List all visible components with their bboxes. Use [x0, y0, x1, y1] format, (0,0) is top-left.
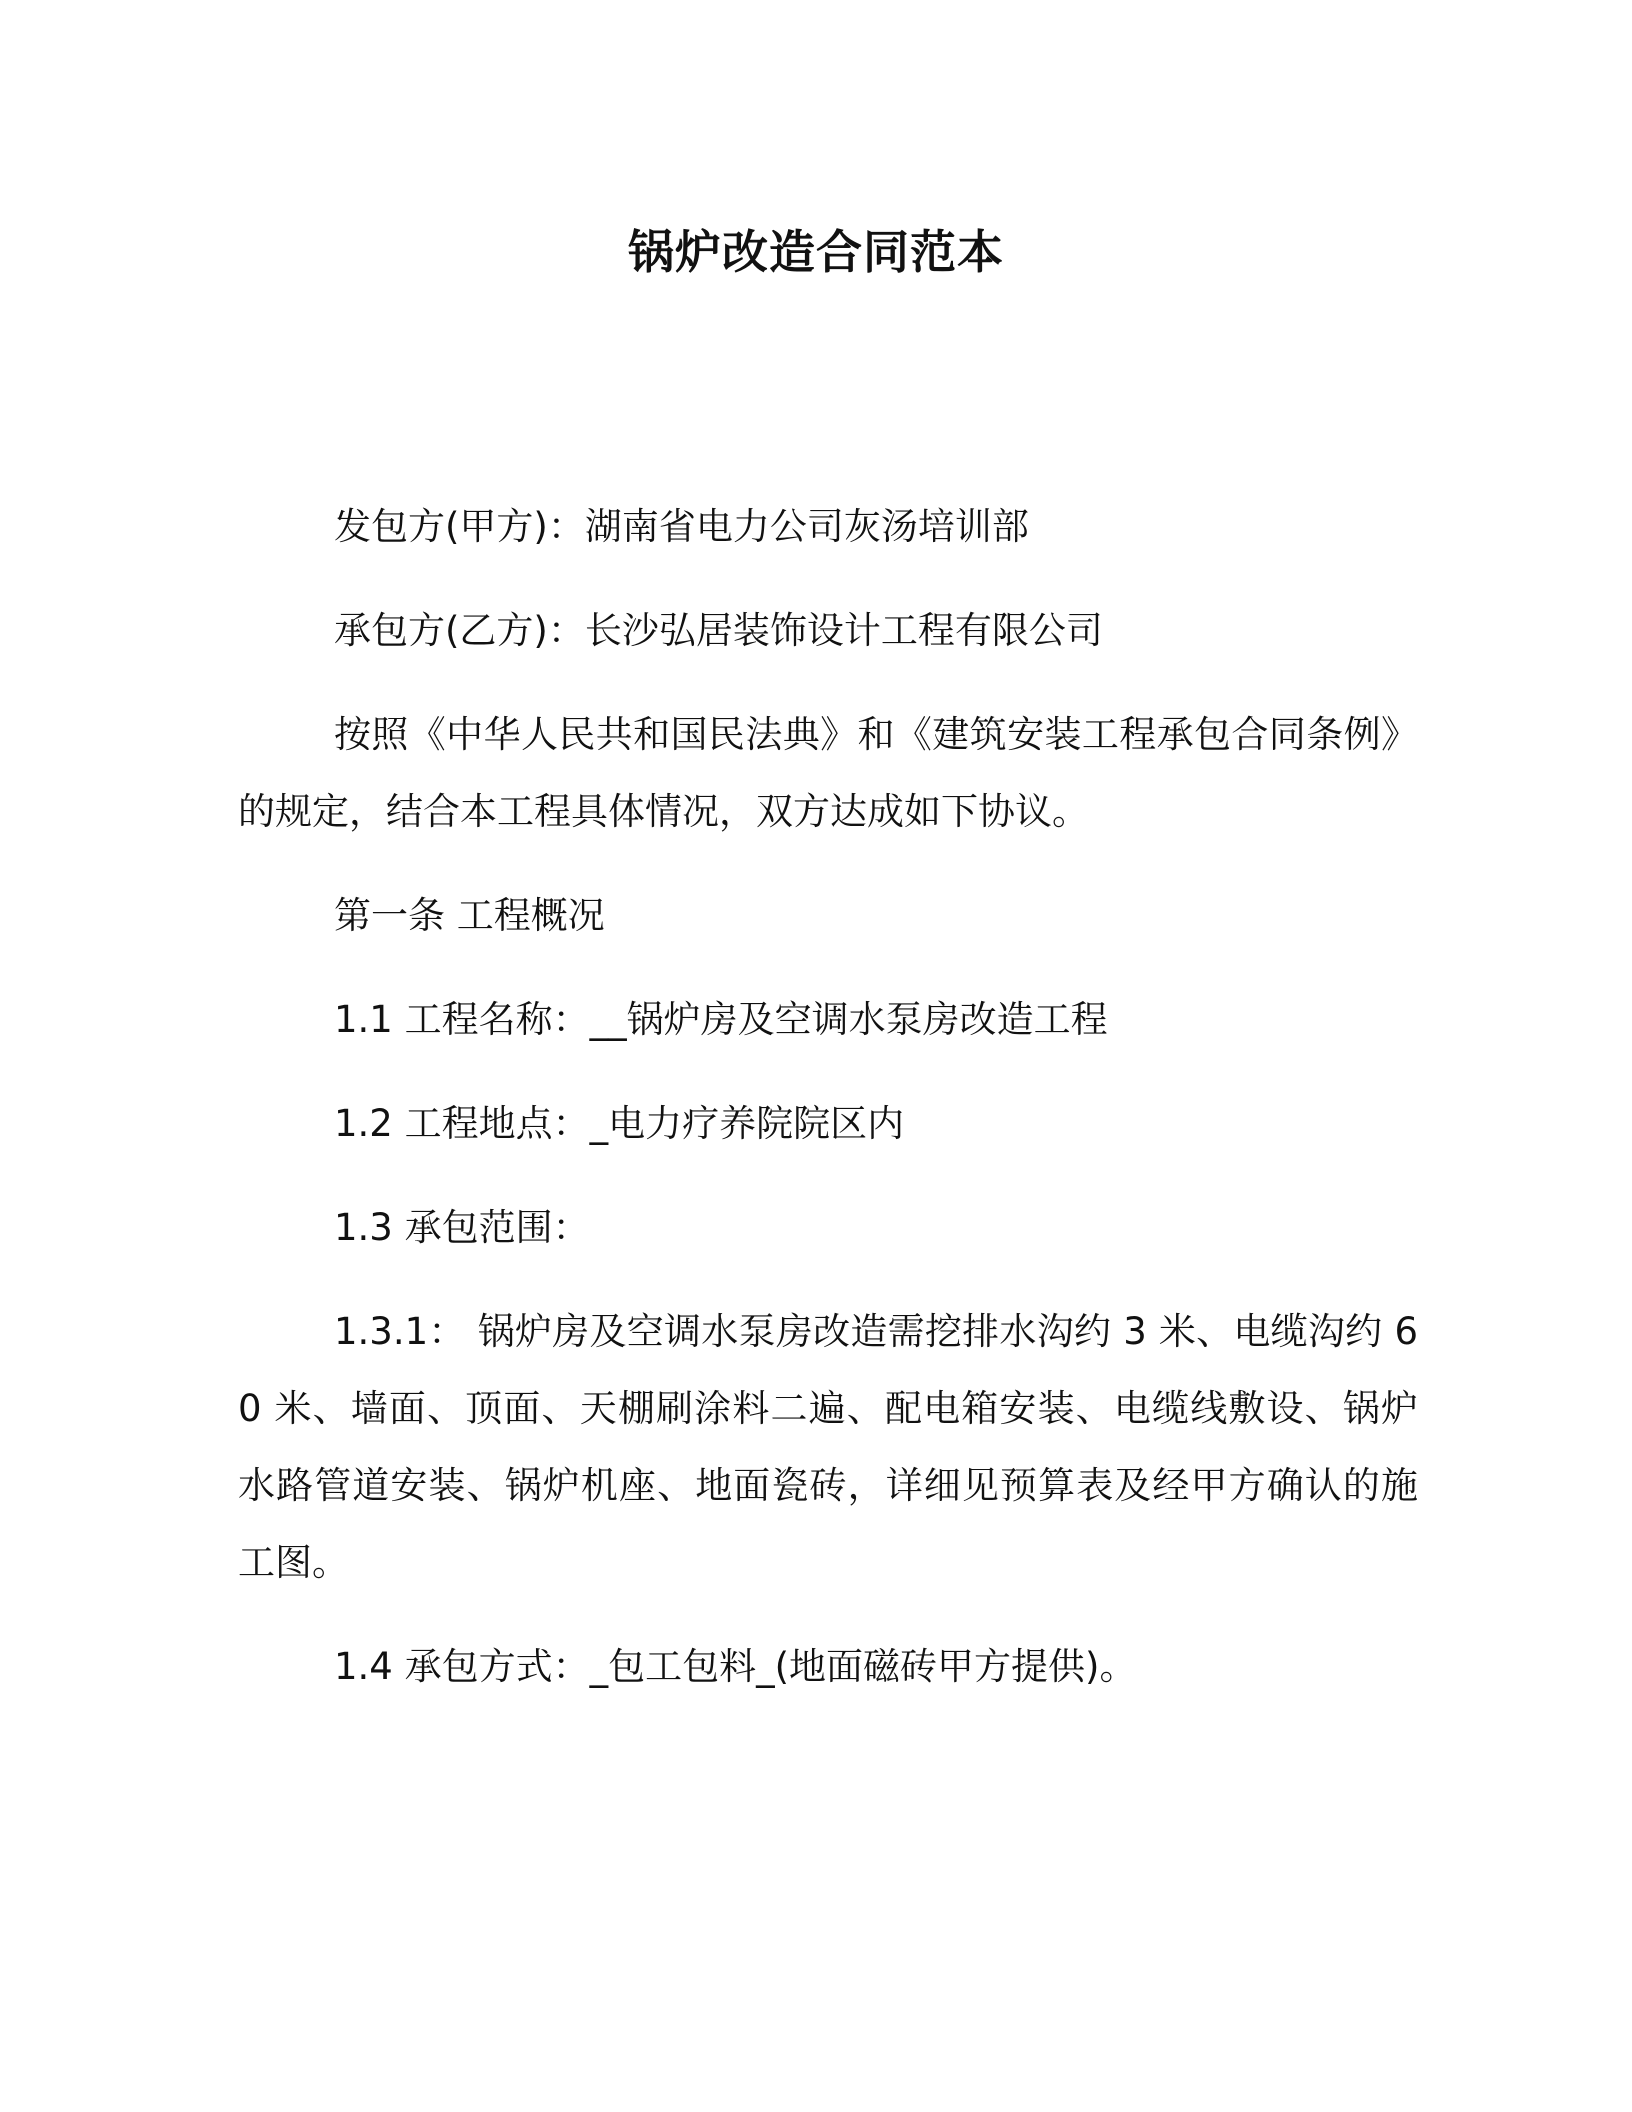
contract-method-line: 1.4 承包方式：_包工包料_(地面磁砖甲方提供)。	[334, 1645, 1137, 1688]
article-one-heading: 第一条 工程概况	[334, 894, 605, 937]
contract-scope-heading: 1.3 承包范围：	[334, 1206, 590, 1249]
project-location-line: 1.2 工程地点：_电力疗养院院区内	[334, 1102, 905, 1145]
scope-detail-paragraph: 1.3.1： 锅炉房及空调水泵房改造需挖排水沟约 3 米、电缆沟约 60 米、墙面、顶面、天棚刷涂料二遍、配电箱安装、电缆线敷设、锅炉水路管道安装、锅炉机座、地面瓷砖，详细见预算表及经甲方确认的施工图。	[238, 1310, 1418, 1584]
project-name-line: 1.1 工程名称：__锅炉房及空调水泵房改造工程	[334, 998, 1108, 1041]
document-title: 锅炉改造合同范本	[628, 225, 1004, 279]
party-b-line: 承包方(乙方)：长沙弘居装饰设计工程有限公司	[334, 609, 1103, 652]
legal-basis-paragraph: 按照《中华人民共和国民法典》和《建筑安装工程承包合同条例》的规定，结合本工程具体情况，双方达成如下协议。	[238, 713, 1418, 833]
document-body	[238, 488, 1418, 1732]
party-a-line: 发包方(甲方)：湖南省电力公司灰汤培训部	[334, 505, 1029, 548]
